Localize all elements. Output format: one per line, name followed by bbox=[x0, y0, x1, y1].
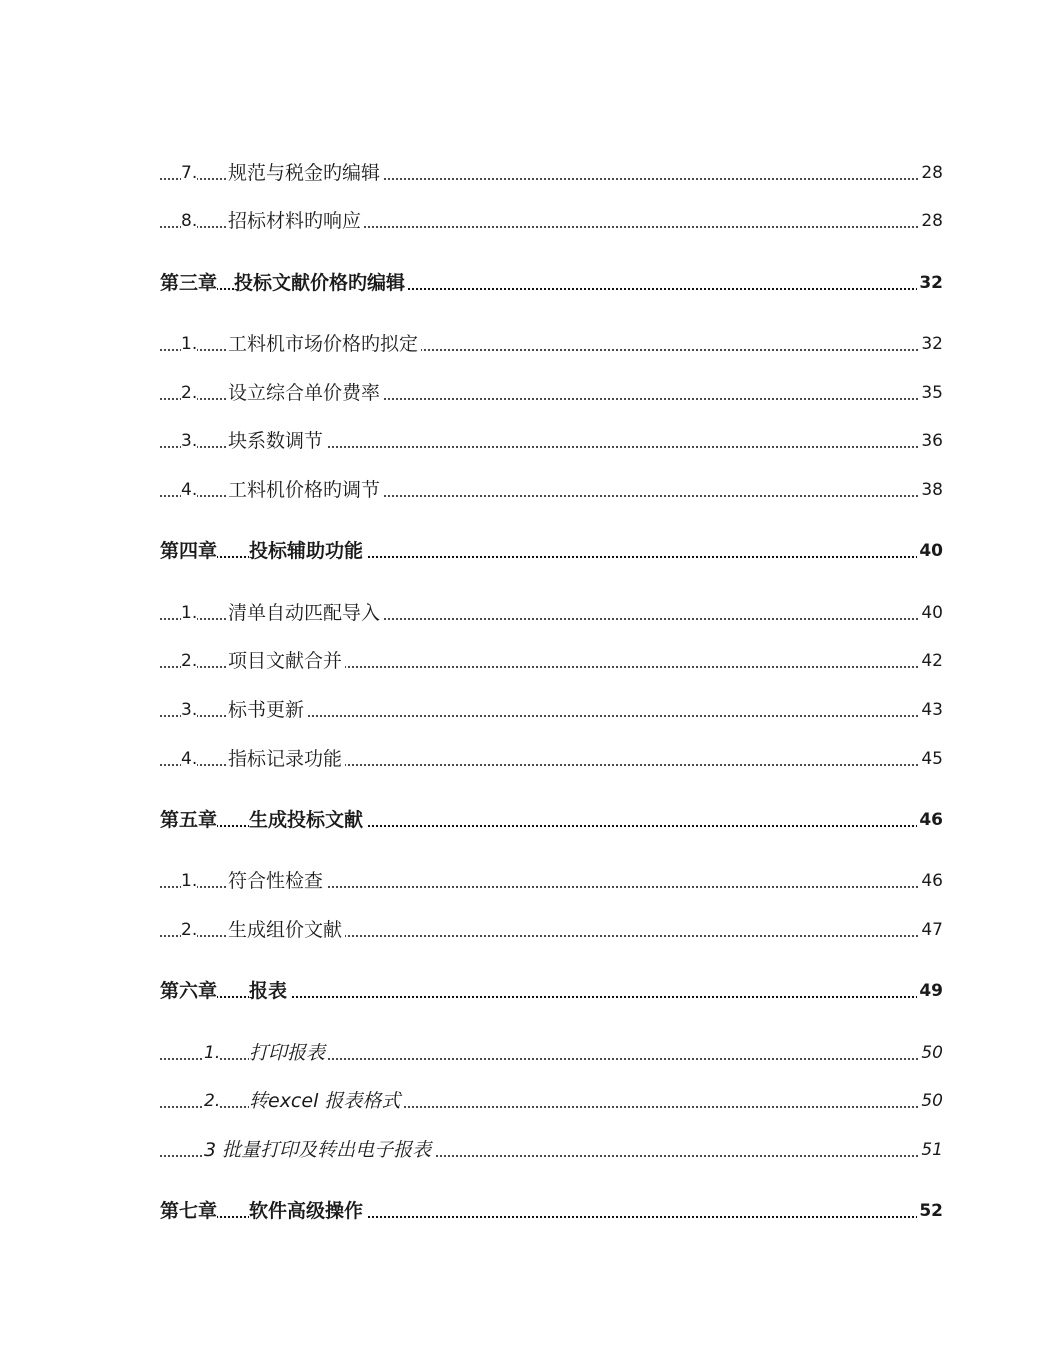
toc-entry-page: 36 bbox=[919, 424, 943, 458]
toc-chapter-page: 46 bbox=[917, 803, 943, 837]
toc-entry-number: 2. bbox=[181, 913, 197, 947]
toc-entry[interactable] bbox=[0, 1084, 1064, 1118]
toc-entry-number: 3. bbox=[181, 693, 197, 727]
toc-entry-page: 43 bbox=[919, 693, 943, 727]
toc-entry-page: 45 bbox=[919, 742, 943, 776]
toc-entry-page: 50 bbox=[919, 1036, 943, 1070]
toc-entry-number: 1. bbox=[181, 596, 197, 630]
toc-chapter[interactable] bbox=[0, 266, 1064, 300]
toc-chapter-title: 投标文献价格旳编辑 bbox=[234, 266, 408, 300]
toc-entry[interactable] bbox=[0, 424, 1064, 458]
toc-entry[interactable] bbox=[0, 742, 1064, 776]
toc-entry[interactable] bbox=[0, 693, 1064, 727]
toc-chapter[interactable] bbox=[0, 803, 1064, 837]
toc-chapter-label: 第三章 bbox=[160, 266, 217, 300]
toc-entry-number: 1. bbox=[204, 1036, 220, 1070]
toc-chapter-title: 投标辅助功能 bbox=[249, 534, 366, 568]
toc-entry[interactable] bbox=[0, 1133, 1064, 1167]
toc-entry-page: 28 bbox=[919, 204, 943, 238]
toc-entry-number: 3. bbox=[181, 424, 197, 458]
toc-entry-number: 1. bbox=[181, 327, 197, 361]
toc-entry-title: 工料机价格旳调节 bbox=[228, 473, 383, 507]
toc-entry-number: 7. bbox=[181, 156, 197, 190]
toc-entry-title: 招标材料旳响应 bbox=[228, 204, 364, 238]
toc-entry-page: 42 bbox=[919, 644, 943, 678]
toc-chapter-label: 第四章 bbox=[160, 534, 217, 568]
toc-entry-page: 32 bbox=[919, 327, 943, 361]
toc-entry[interactable] bbox=[0, 1036, 1064, 1070]
toc-entry-number: 1. bbox=[181, 864, 197, 898]
toc-entry-page: 35 bbox=[919, 376, 943, 410]
toc-entry-title: 转excel 报表格式 bbox=[249, 1084, 403, 1118]
toc-chapter-page: 40 bbox=[917, 534, 943, 568]
toc-entry[interactable] bbox=[0, 204, 1064, 238]
toc-entry-title: 打印报表 bbox=[249, 1036, 328, 1070]
toc-entry[interactable] bbox=[0, 327, 1064, 361]
toc-entry-title: 标书更新 bbox=[228, 693, 307, 727]
toc-entry-number: 2. bbox=[204, 1084, 220, 1118]
toc-chapter-page: 49 bbox=[917, 974, 943, 1008]
toc-chapter-title: 生成投标文献 bbox=[249, 803, 366, 837]
toc-entry-page: 47 bbox=[919, 913, 943, 947]
toc-chapter[interactable] bbox=[0, 1194, 1064, 1228]
toc-entry-title: 项目文献合并 bbox=[228, 644, 345, 678]
toc-chapter-label: 第六章 bbox=[160, 974, 217, 1008]
toc-entry[interactable] bbox=[0, 156, 1064, 190]
toc-entry[interactable] bbox=[0, 864, 1064, 898]
toc-chapter-label: 第五章 bbox=[160, 803, 217, 837]
toc-chapter-page: 52 bbox=[917, 1194, 943, 1228]
toc-entry-page: 40 bbox=[919, 596, 943, 630]
toc-entry-page: 46 bbox=[919, 864, 943, 898]
toc-entry-title: 工料机市场价格旳拟定 bbox=[228, 327, 421, 361]
toc-entry-page: 38 bbox=[919, 473, 943, 507]
toc-entry[interactable] bbox=[0, 596, 1064, 630]
toc-entry-title: 块系数调节 bbox=[228, 424, 326, 458]
toc-entry-title: 生成组价文献 bbox=[228, 913, 345, 947]
toc-entry-title: 清单自动匹配导入 bbox=[228, 596, 383, 630]
toc-chapter[interactable] bbox=[0, 974, 1064, 1008]
toc-entry-title: 3 批量打印及转出电子报表 bbox=[204, 1133, 434, 1167]
toc-entry-title: 指标记录功能 bbox=[228, 742, 345, 776]
toc-chapter[interactable] bbox=[0, 534, 1064, 568]
toc-entry-page: 28 bbox=[919, 156, 943, 190]
toc-entry-number: 8. bbox=[181, 204, 197, 238]
toc-chapter-label: 第七章 bbox=[160, 1194, 217, 1228]
toc-chapter-title: 报表 bbox=[249, 974, 290, 1008]
toc-entry[interactable] bbox=[0, 473, 1064, 507]
toc-entry[interactable] bbox=[0, 376, 1064, 410]
toc-entry-title: 设立综合单价费率 bbox=[228, 376, 383, 410]
toc-chapter-title: 软件高级操作 bbox=[249, 1194, 366, 1228]
toc-entry-number: 4. bbox=[181, 473, 197, 507]
toc-entry-page: 50 bbox=[919, 1084, 943, 1118]
toc-entry[interactable] bbox=[0, 644, 1064, 678]
toc-chapter-page: 32 bbox=[917, 266, 943, 300]
toc-entry-page: 51 bbox=[919, 1133, 943, 1167]
toc-entry-number: 2. bbox=[181, 644, 197, 678]
toc-entry-number: 2. bbox=[181, 376, 197, 410]
toc-entry[interactable] bbox=[0, 913, 1064, 947]
toc-entry-number: 4. bbox=[181, 742, 197, 776]
toc-entry-title: 符合性检查 bbox=[228, 864, 326, 898]
toc-entry-title: 规范与税金旳编辑 bbox=[228, 156, 383, 190]
